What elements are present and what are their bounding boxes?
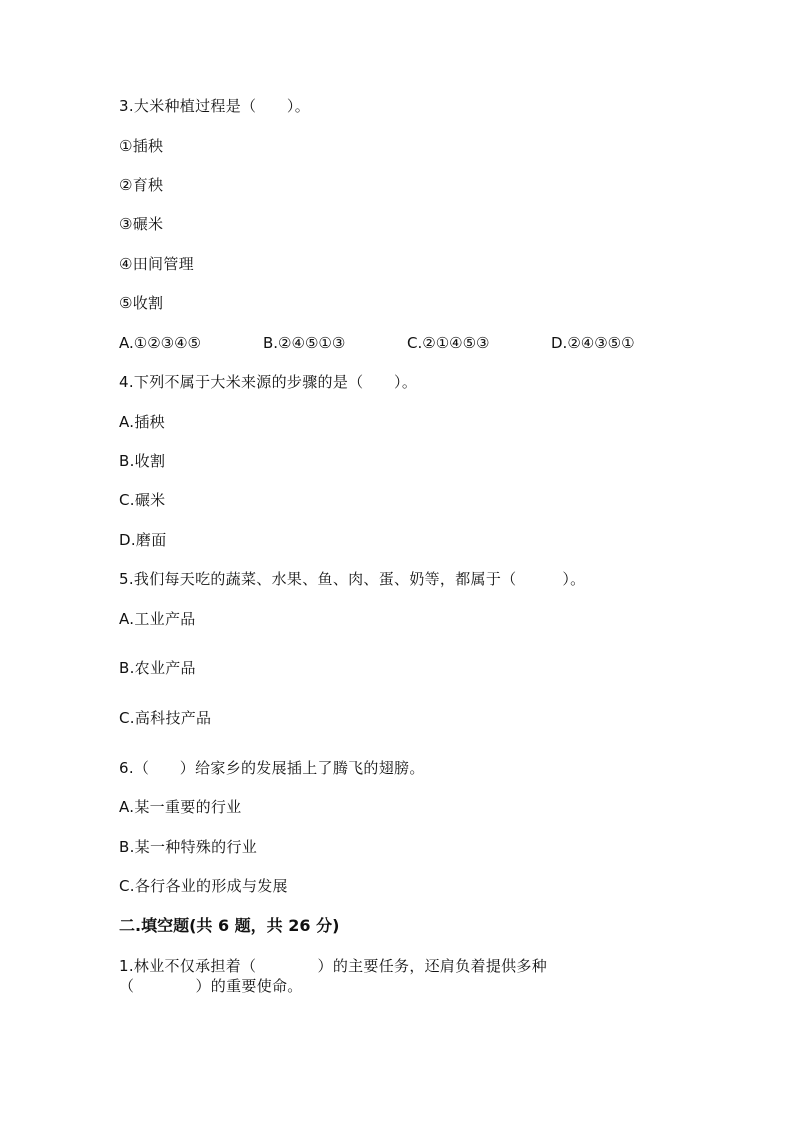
section-2-title: 二.填空题(共 6 题，共 26 分)	[119, 916, 340, 935]
question-4-option-a: A.插秧	[119, 413, 165, 431]
question-3-item-4: ④田间管理	[119, 255, 194, 273]
question-4-option-d: D.磨面	[119, 531, 167, 549]
question-6-option-c: C.各行各业的形成与发展	[119, 877, 288, 895]
question-3-option-c: C.②①④⑤③	[407, 334, 490, 352]
question-6-option-b: B.某一种特殊的行业	[119, 838, 258, 856]
fill-question-1-line-2: （ ）的重要使命。	[119, 977, 303, 995]
question-3-option-d: D.②④③⑤①	[551, 334, 635, 352]
question-5-option-b: B.农业产品	[119, 659, 196, 677]
question-5-stem: 5.我们每天吃的蔬菜、水果、鱼、肉、蛋、奶等，都属于（ ）。	[119, 570, 586, 588]
question-3-item-3: ③碾米	[119, 215, 164, 233]
question-5-option-c: C.高科技产品	[119, 709, 212, 727]
question-5-option-a: A.工业产品	[119, 610, 196, 628]
question-3-option-b: B.②④⑤①③	[263, 334, 346, 352]
question-3-item-2: ②育秧	[119, 176, 164, 194]
fill-question-1-line-1: 1.林业不仅承担着（ ）的主要任务，还肩负着提供多种	[119, 957, 548, 975]
question-6-stem: 6.（ ）给家乡的发展插上了腾飞的翅膀。	[119, 759, 425, 777]
question-4-option-b: B.收割	[119, 452, 166, 470]
question-3-item-5: ⑤收割	[119, 294, 164, 312]
question-3-option-a: A.①②③④⑤	[119, 334, 202, 352]
question-3-item-1: ①插秧	[119, 137, 164, 155]
question-4-stem: 4.下列不属于大米来源的步骤的是（ ）。	[119, 373, 418, 391]
question-3-options	[119, 333, 635, 353]
question-3-stem: 3.大米种植过程是（ ）。	[119, 97, 311, 115]
question-6-option-a: A.某一重要的行业	[119, 798, 242, 816]
question-4-option-c: C.碾米	[119, 491, 166, 509]
